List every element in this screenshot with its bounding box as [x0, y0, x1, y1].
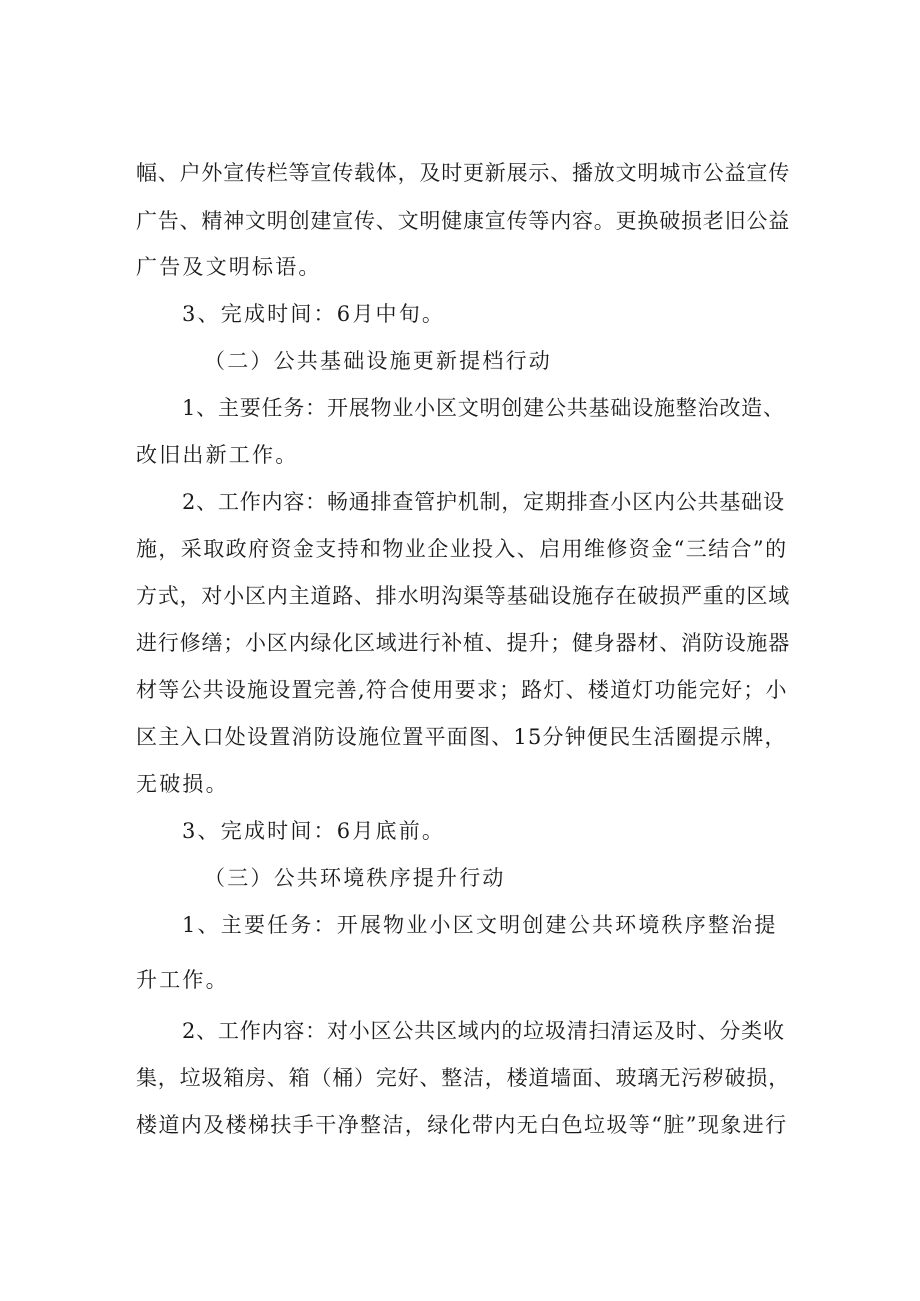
- paragraph-line: 方式，对小区内主道路、排水明沟渠等基础设施存在破损严重的区域: [136, 584, 790, 608]
- list-item-work-content: 2、工作内容：对小区公共区域内的垃圾清扫清运及时、分类收: [182, 1019, 785, 1043]
- paragraph-line: 施，采取政府资金支持和物业企业投入、启用维修资金“三结合”的: [136, 537, 788, 561]
- paragraph-line: 楼道内及楼梯扶手干净整洁，绿化带内无白色垃圾等“脏”现象进行: [136, 1113, 788, 1137]
- paragraph-line: 广告、精神文明创建宣传、文明健康宣传等内容。更换破损老旧公益: [136, 209, 790, 233]
- list-item-completion-time: 3、完成时间：6月底前。: [182, 819, 446, 843]
- list-item-main-task: 1、主要任务：开展物业小区文明创建公共环境秩序整治提: [182, 913, 778, 937]
- paragraph-line: 进行修缮；小区内绿化区域进行补植、提升；健身器材、消防设施器: [136, 631, 790, 655]
- section-heading-3: （三）公共环境秩序提升行动: [204, 866, 506, 890]
- paragraph-line: 改旧出新工作。: [136, 443, 299, 467]
- paragraph-line: 区主入口处设置消防设施位置平面图、15分钟便民生活圈提示牌，: [136, 725, 787, 749]
- list-item-work-content: 2、工作内容：畅通排查管护机制，定期排查小区内公共基础设: [182, 490, 785, 514]
- paragraph-line: 集，垃圾箱房、箱（桶）完好、整洁，楼道墙面、玻璃无污秽破损，: [136, 1066, 790, 1090]
- paragraph-line: 升工作。: [136, 968, 229, 992]
- paragraph-line: 广告及文明标语。: [136, 255, 322, 279]
- paragraph-line: 无破损。: [136, 772, 229, 796]
- list-item-completion-time: 3、完成时间：6月中旬。: [182, 302, 446, 326]
- section-heading-2: （二）公共基础设施更新提档行动: [204, 349, 552, 373]
- paragraph-line: 幅、户外宣传栏等宣传载体，及时更新展示、播放文明城市公益宣传: [136, 161, 790, 185]
- paragraph-line: 材等公共设施设置完善,符合使用要求；路灯、楼道灯功能完好；小: [136, 678, 788, 702]
- list-item-main-task: 1、主要任务：开展物业小区文明创建公共基础设施整治改造、: [182, 396, 785, 420]
